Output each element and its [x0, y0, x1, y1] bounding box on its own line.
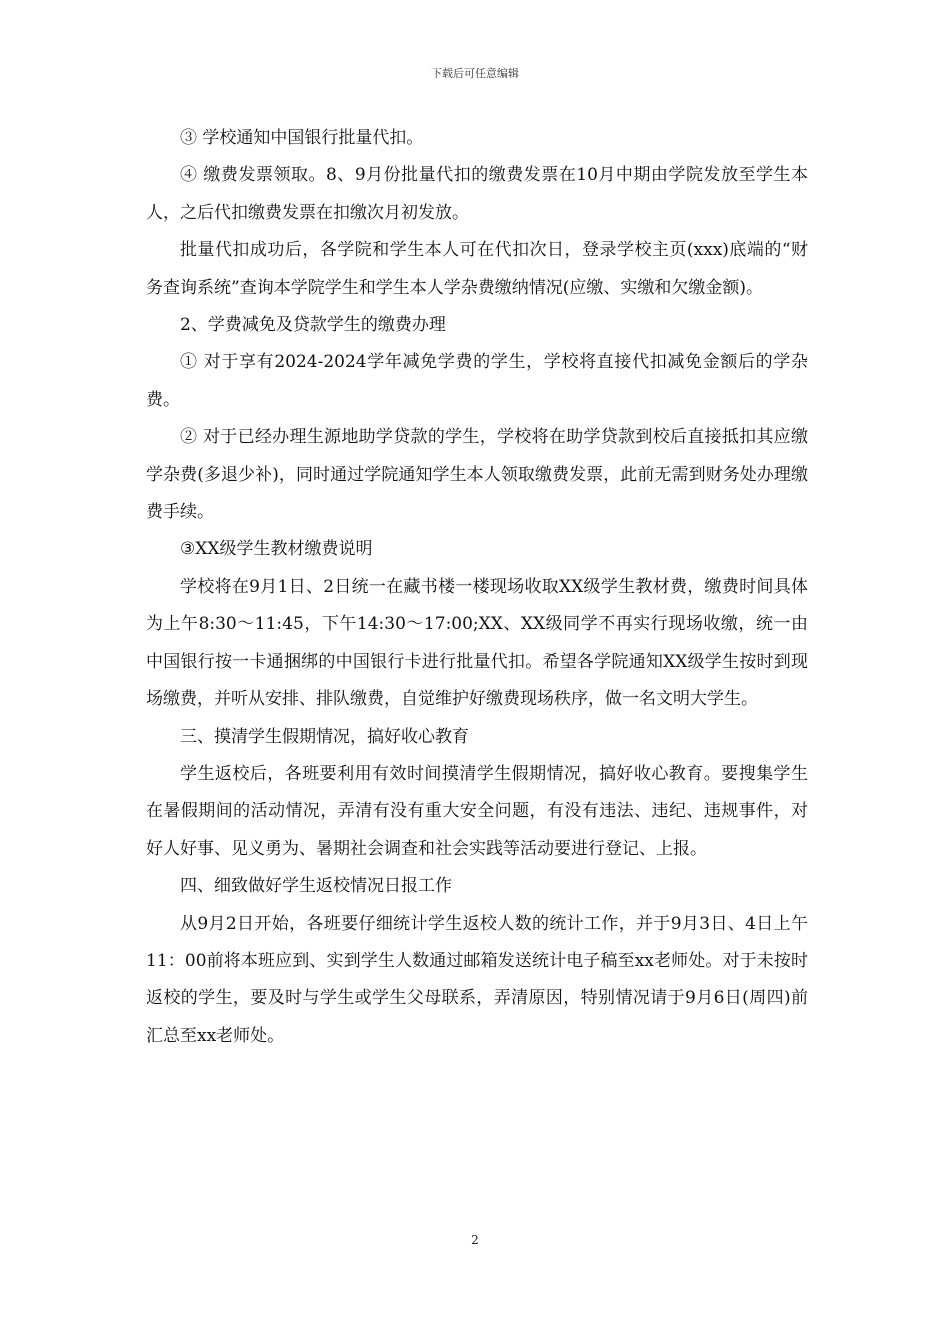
paragraph-daily-report: 从9月2日开始，各班要仔细统计学生返校人数的统计工作，并于9月3日、4日上午11：00前将本班应到、实到学生人数通过邮箱发送统计电子稿至xx老师处。对于未按时返校的学生，要及时与学生或学生父母联系，弄清原因，特别情况请于9月6日(周四)前汇总至xx老师处。	[146, 913, 808, 1046]
paragraph-textbook-heading: ③XX级学生教材缴费说明	[180, 539, 373, 560]
section-heading-daily-report: 四、细致做好学生返校情况日报工作	[180, 876, 452, 897]
paragraph-invoice-collection: ④ 缴费发票领取。8、9月份批量代扣的缴费发票在10月中期由学院发放至学生本人，之后代扣缴费发票在扣缴次月初发放。	[146, 165, 808, 223]
paragraph-finance-query: 批量代扣成功后，各学院和学生本人可在代扣次日，登录学校主页(xxx)底端的“财务查询系统”查询本学院学生和学生本人学杂费缴纳情况(应缴、实缴和欠缴金额)。	[146, 240, 808, 298]
paragraph-bank-batch-deduction: ③ 学校通知中国银行批量代扣。	[180, 128, 424, 148]
section-heading-fee-reduction: 2、学费减免及贷款学生的缴费办理	[180, 315, 446, 336]
paragraph-student-loan: ② 对于已经办理生源地助学贷款的学生，学校将在助学贷款到校后直接抵扣其应缴学杂费(多退少补)，同时通过学院通知学生本人领取缴费发票，此前无需到财务处办理缴费手续。	[146, 427, 808, 523]
paragraph-textbook-fee: 学校将在9月1日、2日统一在藏书楼一楼现场收取XX级学生教材费，缴费时间具体为上午8:30～11:45，下午14:30～17:00;XX、XX级同学不再实行现场收缴，统一由中国银行按一卡通捆绑的中国银行卡进行批量代扣。希望各学院通知XX级学生按时到现场缴费，并听从安排、排队缴费，自觉维护好缴费现场秩序，做一名文明大学生。	[146, 576, 808, 710]
header-note: 下载后可任意编辑	[431, 67, 519, 80]
paragraph-holiday-situation: 学生返校后，各班要利用有效时间摸清学生假期情况，搞好收心教育。要搜集学生在暑假期间的活动情况，弄清有没有重大安全问题，有没有违法、违纪、违规事件，对好人好事、见义勇为、暑期社会调查和社会实践等活动要进行登记、上报。	[146, 763, 808, 859]
document-body	[146, 120, 808, 1055]
paragraph-fee-reduction: ① 对于享有2024-2024学年减免学费的学生，学校将直接代扣减免金额后的学杂费。	[146, 352, 808, 410]
section-heading-holiday-situation: 三、摸清学生假期情况，搞好收心教育	[180, 726, 469, 747]
page-number: 2	[471, 1233, 479, 1247]
